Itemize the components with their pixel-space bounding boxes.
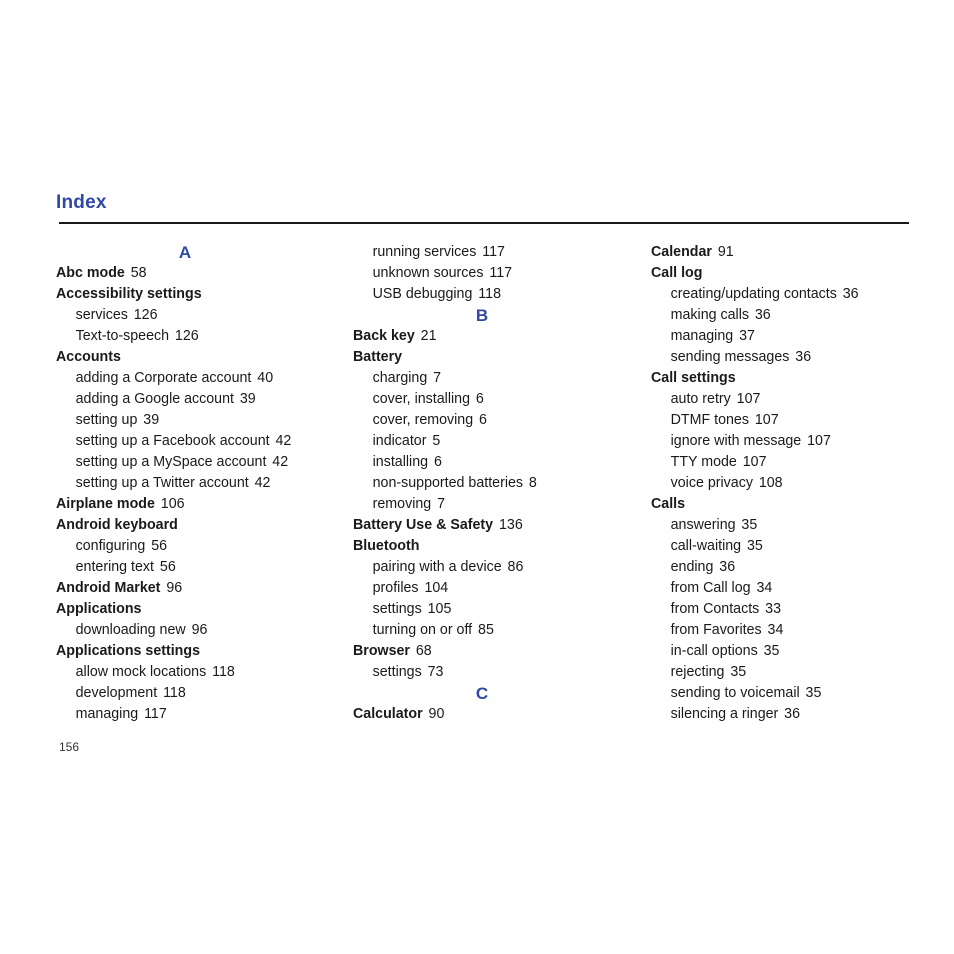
entry-page-number: 34 [756, 580, 773, 596]
entry-term: making calls [670, 307, 749, 323]
entry-term: from Favorites [670, 622, 762, 638]
index-entry [353, 704, 628, 725]
entry-term: Calls [651, 496, 686, 512]
index-subentry [651, 704, 926, 725]
index-subentry [651, 515, 926, 536]
index-subentry [56, 389, 331, 410]
entry-term: Accessibility settings [56, 286, 202, 302]
entry-page-number: 5 [432, 433, 441, 449]
entry-page-number: 6 [479, 412, 487, 428]
index-subentry [353, 557, 628, 578]
entry-term: Calculator [353, 706, 423, 722]
entry-page-number: 35 [746, 538, 763, 554]
index-entry [353, 347, 628, 368]
entry-term: setting up a Facebook account [75, 433, 270, 449]
index-subentry [651, 410, 926, 431]
title-divider [59, 222, 909, 224]
entry-term: Android keyboard [56, 517, 178, 533]
index-subentry [651, 536, 926, 557]
entry-page-number: 117 [144, 706, 167, 722]
index-subentry [651, 578, 926, 599]
entry-term: development [75, 685, 158, 701]
entry-page-number: 118 [163, 685, 186, 701]
index-subentry [353, 368, 628, 389]
index-subentry [353, 284, 628, 305]
entry-page-number: 107 [754, 412, 779, 428]
index-subentry [353, 599, 628, 620]
entry-term: USB debugging [372, 286, 473, 302]
page-number: 156 [59, 740, 80, 754]
index-subentry [651, 305, 926, 326]
entry-term: settings [372, 601, 422, 617]
index-subentry [651, 599, 926, 620]
entry-page-number: 136 [498, 517, 523, 533]
index-entry [56, 347, 331, 368]
entry-term: rejecting [670, 664, 725, 680]
entry-page-number: 35 [805, 685, 822, 701]
index-subentry [651, 326, 926, 347]
entry-page-number: 42 [275, 433, 292, 449]
index-subentry [56, 536, 331, 557]
entry-term: Abc mode [56, 265, 125, 281]
entry-term: installing [372, 454, 429, 470]
index-subentry [353, 410, 628, 431]
entry-term: auto retry [670, 391, 731, 407]
entry-term: adding a Google account [75, 391, 234, 407]
entry-page-number: 104 [424, 580, 449, 596]
entry-page-number: 90 [428, 706, 445, 722]
index-subentry [651, 431, 926, 452]
entry-page-number: 33 [765, 601, 782, 617]
entry-page-number: 6 [475, 391, 484, 407]
entry-page-number: 36 [842, 286, 859, 302]
entry-page-number: 7 [433, 370, 442, 386]
entry-page-number: 7 [437, 496, 446, 512]
index-subentry [651, 284, 926, 305]
entry-term: settings [372, 664, 422, 680]
entry-term: pairing with a device [372, 559, 502, 575]
index-subentry [353, 452, 628, 473]
index-subentry [56, 704, 331, 725]
index-subentry [651, 620, 926, 641]
entry-term: TTY mode [670, 454, 737, 470]
index-subentry [651, 641, 926, 662]
entry-term: Call log [651, 265, 703, 281]
index-subentry [56, 557, 331, 578]
entry-term: in-call options [670, 643, 758, 659]
entry-page-number: 68 [415, 643, 432, 659]
entry-page-number: 39 [143, 412, 160, 428]
entry-page-number: 117 [489, 265, 513, 281]
index-subentry [651, 389, 926, 410]
entry-term: adding a Corporate account [75, 370, 252, 386]
index-subentry [56, 431, 331, 452]
index-entry [651, 368, 926, 389]
entry-term: ignore with message [670, 433, 802, 449]
entry-term: voice privacy [670, 475, 753, 491]
entry-term: configuring [75, 538, 146, 554]
entry-page-number: 56 [159, 559, 176, 575]
index-subentry [353, 242, 628, 263]
entry-page-number: 96 [191, 622, 208, 638]
index-entry [353, 515, 628, 536]
entry-term: Android Market [56, 580, 161, 596]
entry-term: cover, installing [372, 391, 470, 407]
entry-page-number: 126 [174, 328, 199, 344]
entry-page-number: 118 [478, 286, 501, 302]
index-subentry [56, 473, 331, 494]
entry-term: charging [372, 370, 428, 386]
entry-page-number: 35 [730, 664, 747, 680]
entry-term: allow mock locations [75, 664, 207, 680]
entry-term: call-waiting [670, 538, 742, 554]
index-entry [56, 515, 331, 536]
index-subentry [353, 494, 628, 515]
entry-term: Battery Use & Safety [353, 517, 494, 533]
entry-term: ending [670, 559, 714, 575]
entry-term: Airplane mode [56, 496, 155, 512]
entry-term: Call settings [651, 370, 736, 386]
index-entry [651, 494, 926, 515]
entry-term: unknown sources [372, 265, 484, 281]
index-column-1 [56, 242, 336, 725]
entry-page-number: 85 [478, 622, 494, 638]
index-column-3 [651, 242, 931, 725]
index-subentry [56, 326, 331, 347]
entry-term: sending to voicemail [670, 685, 800, 701]
index-subentry [651, 683, 926, 704]
entry-page-number: 108 [758, 475, 783, 491]
index-entry [651, 242, 926, 263]
entry-term: setting up a MySpace account [75, 454, 267, 470]
index-subentry [353, 578, 628, 599]
index-entry [353, 641, 628, 662]
entry-page-number: 42 [272, 454, 289, 470]
section-letter: B [475, 306, 489, 325]
entry-term: profiles [372, 580, 419, 596]
index-subentry [56, 410, 331, 431]
index-subentry [56, 368, 331, 389]
entry-term: setting up [75, 412, 138, 428]
index-entry [56, 284, 331, 305]
index-subentry [651, 473, 926, 494]
entry-term: from Call log [670, 580, 751, 596]
index-entry [56, 494, 331, 515]
entry-page-number: 126 [133, 307, 158, 323]
index-entry [56, 641, 331, 662]
page-title: Index [56, 192, 107, 213]
entry-term: turning on or off [372, 622, 473, 638]
entry-page-number: 6 [433, 454, 442, 470]
entry-term: Applications settings [56, 643, 201, 659]
index-entry [56, 263, 331, 284]
entry-page-number: 73 [427, 664, 444, 680]
index-subentry [353, 473, 628, 494]
entry-page-number: 107 [742, 454, 767, 470]
entry-page-number: 42 [254, 475, 271, 491]
index-subentry [56, 452, 331, 473]
entry-page-number: 107 [736, 391, 761, 407]
entry-page-number: 21 [420, 328, 437, 344]
entry-term: running services [372, 244, 477, 260]
entry-page-number: 36 [754, 307, 771, 323]
entry-page-number: 58 [130, 265, 147, 281]
entry-term: creating/updating contacts [670, 286, 837, 302]
index-column-2 [353, 242, 633, 725]
index-subentry [651, 347, 926, 368]
entry-page-number: 8 [528, 475, 537, 491]
entry-term: Applications [56, 601, 142, 617]
section-letter: C [475, 684, 489, 703]
entry-term: cover, removing [372, 412, 474, 428]
entry-term: Text-to-speech [75, 328, 170, 344]
entry-page-number: 117 [482, 244, 505, 260]
entry-page-number: 37 [739, 328, 755, 344]
index-subentry [651, 557, 926, 578]
entry-page-number: 105 [427, 601, 452, 617]
entry-page-number: 35 [763, 643, 780, 659]
entry-term: managing [670, 328, 734, 344]
index-entry [56, 599, 331, 620]
entry-term: sending messages [670, 349, 790, 365]
entry-term: answering [670, 517, 736, 533]
entry-term: downloading new [75, 622, 186, 638]
entry-term: Accounts [56, 349, 121, 365]
entry-term: DTMF tones [670, 412, 749, 428]
entry-term: Bluetooth [353, 538, 420, 554]
section-letter: A [178, 243, 192, 262]
entry-page-number: 56 [151, 538, 168, 554]
entry-term: indicator [372, 433, 427, 449]
entry-page-number: 40 [257, 370, 274, 386]
entry-page-number: 35 [741, 517, 758, 533]
entry-term: Battery [353, 349, 403, 365]
entry-page-number: 36 [719, 559, 736, 575]
entry-term: non-supported batteries [372, 475, 524, 491]
index-entry [353, 536, 628, 557]
entry-term: services [75, 307, 128, 323]
entry-page-number: 36 [784, 706, 801, 722]
index-entry [651, 263, 926, 284]
index-subentry [56, 662, 331, 683]
entry-page-number: 36 [795, 349, 812, 365]
index-subentry [353, 263, 628, 284]
entry-page-number: 86 [507, 559, 524, 575]
entry-term: removing [372, 496, 432, 512]
entry-term: entering text [75, 559, 155, 575]
index-subentry [353, 431, 628, 452]
index-entry [353, 326, 628, 347]
index-subentry [353, 620, 628, 641]
index-subentry [353, 389, 628, 410]
index-subentry [56, 683, 331, 704]
entry-term: Calendar [651, 244, 712, 260]
entry-term: silencing a ringer [670, 706, 779, 722]
entry-page-number: 91 [717, 244, 734, 260]
index-subentry [651, 662, 926, 683]
index-subentry [353, 662, 628, 683]
entry-term: Browser [353, 643, 410, 659]
index-entry [56, 578, 331, 599]
entry-page-number: 34 [767, 622, 784, 638]
index-subentry [651, 452, 926, 473]
entry-term: setting up a Twitter account [75, 475, 249, 491]
index-subentry [56, 305, 331, 326]
entry-page-number: 96 [166, 580, 183, 596]
index-subentry [56, 620, 331, 641]
entry-term: from Contacts [670, 601, 760, 617]
entry-term: managing [75, 706, 139, 722]
entry-page-number: 106 [160, 496, 185, 512]
entry-page-number: 39 [239, 391, 256, 407]
entry-term: Back key [353, 328, 415, 344]
entry-page-number: 107 [807, 433, 831, 449]
entry-page-number: 118 [212, 664, 235, 680]
